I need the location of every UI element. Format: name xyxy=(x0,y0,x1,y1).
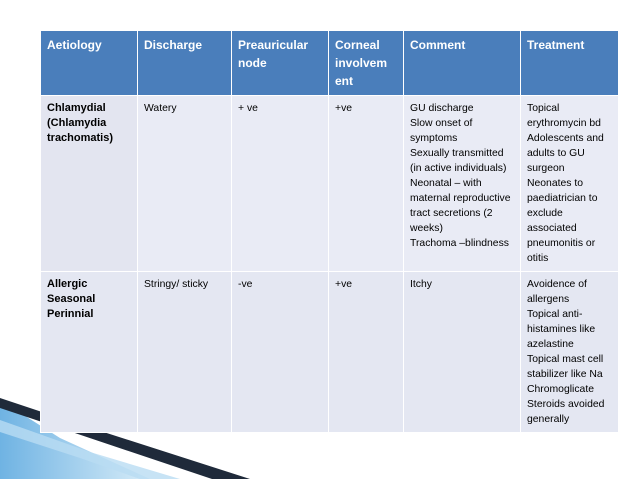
cell-line: Slow onset of xyxy=(410,118,473,129)
cell-line: involvem xyxy=(335,56,388,70)
cell-line: Comment xyxy=(410,38,466,52)
table-row xyxy=(41,272,619,433)
cell-line: Perinnial xyxy=(47,308,94,320)
cell-line: Chromoglicate xyxy=(527,384,594,395)
cell-comment xyxy=(404,96,521,272)
header-treatment xyxy=(521,31,619,96)
cell-line: Sexually transmitted xyxy=(410,148,504,159)
cell-line: pneumonitis or xyxy=(527,238,596,249)
cell-discharge xyxy=(138,272,232,433)
cell-preauricular xyxy=(232,96,329,272)
cell-treatment xyxy=(521,96,619,272)
cell-line: generally xyxy=(527,414,570,425)
cell-line: -ve xyxy=(238,279,253,290)
cell-line: allergens xyxy=(527,294,570,305)
header-comment xyxy=(404,31,521,96)
cell-comment xyxy=(404,272,521,433)
cell-line: trachomatis) xyxy=(47,132,114,144)
cell-line: Neonates to xyxy=(527,178,584,189)
cell-discharge xyxy=(138,96,232,272)
cell-aetiology xyxy=(41,96,138,272)
cell-line: Stringy/ sticky xyxy=(144,279,209,290)
cell-line: (in active individuals) xyxy=(410,163,507,174)
cell-line: Steroids avoided xyxy=(527,399,605,410)
aetiology-table xyxy=(40,30,619,433)
cell-treatment xyxy=(521,272,619,433)
cell-line: paediatrician to xyxy=(527,193,598,204)
cell-line: Topical xyxy=(527,103,560,114)
cell-line: Neonatal – with xyxy=(410,178,482,189)
header-corneal-involvement xyxy=(329,31,404,96)
cell-line: Allergic xyxy=(47,278,88,290)
cell-line: weeks) xyxy=(410,223,443,234)
cell-corneal xyxy=(329,96,404,272)
cell-line: +ve xyxy=(335,279,353,290)
cell-line: Corneal xyxy=(335,38,380,52)
cell-line: Trachoma –blindness xyxy=(410,238,509,249)
cell-line: histamines like xyxy=(527,324,596,335)
header-preauricular-node xyxy=(232,31,329,96)
cell-line: exclude xyxy=(527,208,563,219)
cell-line: Seasonal xyxy=(47,293,96,305)
header-discharge xyxy=(138,31,232,96)
cell-line: maternal reproductive xyxy=(410,193,511,204)
cell-line: erythromycin bd xyxy=(527,118,601,129)
cell-line: +ve xyxy=(335,103,353,114)
cell-line: associated xyxy=(527,223,577,234)
cell-line: Adolescents and xyxy=(527,133,604,144)
cell-aetiology xyxy=(41,272,138,433)
cell-line: Chlamydial xyxy=(47,102,106,114)
cell-line: Treatment xyxy=(527,38,585,52)
cell-line: otitis xyxy=(527,253,549,264)
cell-line: adults to GU xyxy=(527,148,585,159)
cell-line: node xyxy=(238,56,267,70)
header-aetiology xyxy=(41,31,138,96)
cell-line: Avoidence of xyxy=(527,279,587,290)
cell-line: Watery xyxy=(144,103,177,114)
cell-line: Preauricular xyxy=(238,38,309,52)
cell-line: (Chlamydia xyxy=(47,117,107,129)
cell-line: tract secretions (2 xyxy=(410,208,493,219)
cell-preauricular xyxy=(232,272,329,433)
cell-line: surgeon xyxy=(527,163,565,174)
cell-line: Aetiology xyxy=(47,38,102,52)
cell-line: Discharge xyxy=(144,38,203,52)
cell-line: ent xyxy=(335,74,353,88)
cell-line: stabilizer like Na xyxy=(527,369,603,380)
cell-line: azelastine xyxy=(527,339,574,350)
cell-line: Itchy xyxy=(410,279,432,290)
cell-line: Topical mast cell xyxy=(527,354,604,365)
table-row xyxy=(41,96,619,272)
cell-corneal xyxy=(329,272,404,433)
cell-line: symptoms xyxy=(410,133,458,144)
cell-line: + ve xyxy=(238,103,258,114)
cell-line: GU discharge xyxy=(410,103,474,114)
table-header-row xyxy=(41,31,619,96)
cell-line: Topical anti- xyxy=(527,309,583,320)
